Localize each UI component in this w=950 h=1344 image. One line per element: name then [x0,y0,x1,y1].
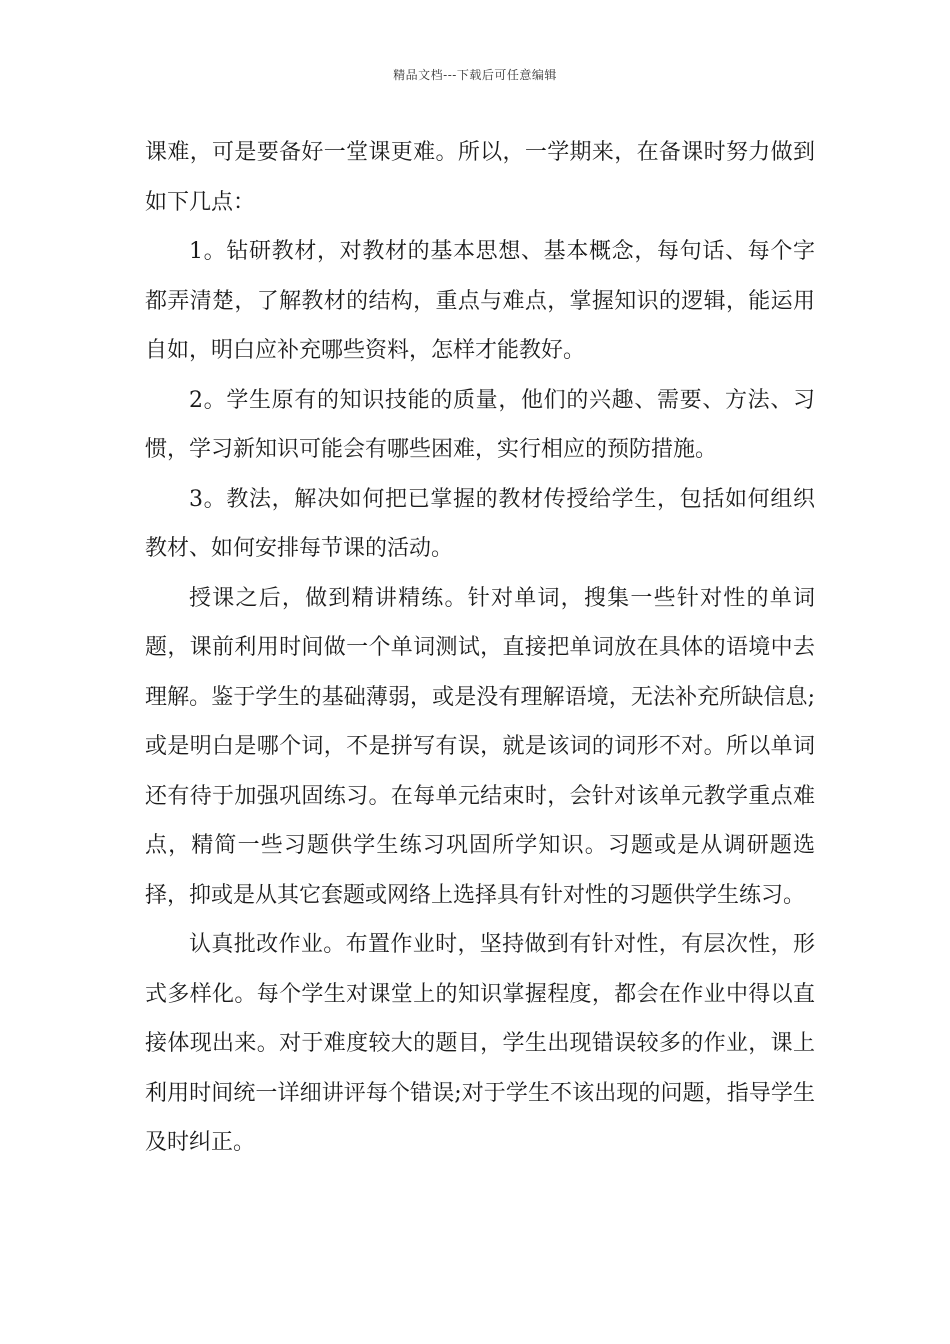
page-header: 精品文档---下载后可任意编辑 [393,68,557,82]
paragraph-1: 课难，可是要备好一堂课更难。所以，一学期来，在备课时努力做到如下几点： [145,140,815,215]
paragraph-2: 1。钻研教材，对教材的基本思想、基本概念，每句话、每个字都弄清楚，了解教材的结构，重点与难点，掌握知识的逻辑，能运用自如，明白应补充哪些资料，怎样才能教好。 [145,239,815,363]
paragraph-3: 2。学生原有的知识技能的质量，他们的兴趣、需要、方法、习惯，学习新知识可能会有哪些困难，实行相应的预防措施。 [145,387,815,462]
paragraph-6: 认真批改作业。布置作业时，坚持做到有针对性，有层次性，形式多样化。每个学生对课堂上的知识掌握程度，都会在作业中得以直接体现出来。对于难度较大的题目，学生出现错误较多的作业，课上利用时间统一详细讲评每个错误;对于学生不该出现的问题，指导学生及时纠正。 [145,932,815,1155]
document-body [145,128,815,1168]
paragraph-4: 3。教法，解决如何把已掌握的教材传授给学生，包括如何组织教材、如何安排每节课的活动。 [145,486,815,561]
paragraph-5: 授课之后，做到精讲精练。针对单词，搜集一些针对性的单词题，课前利用时间做一个单词测试，直接把单词放在具体的语境中去理解。鉴于学生的基础薄弱，或是没有理解语境，无法补充所缺信息;或是明白是哪个词，不是拼写有误，就是该词的词形不对。所以单词还有待于加强巩固练习。在每单元结束时，会针对该单元教学重点难点，精简一些习题供学生练习巩固所学知识。习题或是从调研题选择，抑或是从其它套题或网络上选择具有针对性的习题供学生练习。 [145,585,815,908]
